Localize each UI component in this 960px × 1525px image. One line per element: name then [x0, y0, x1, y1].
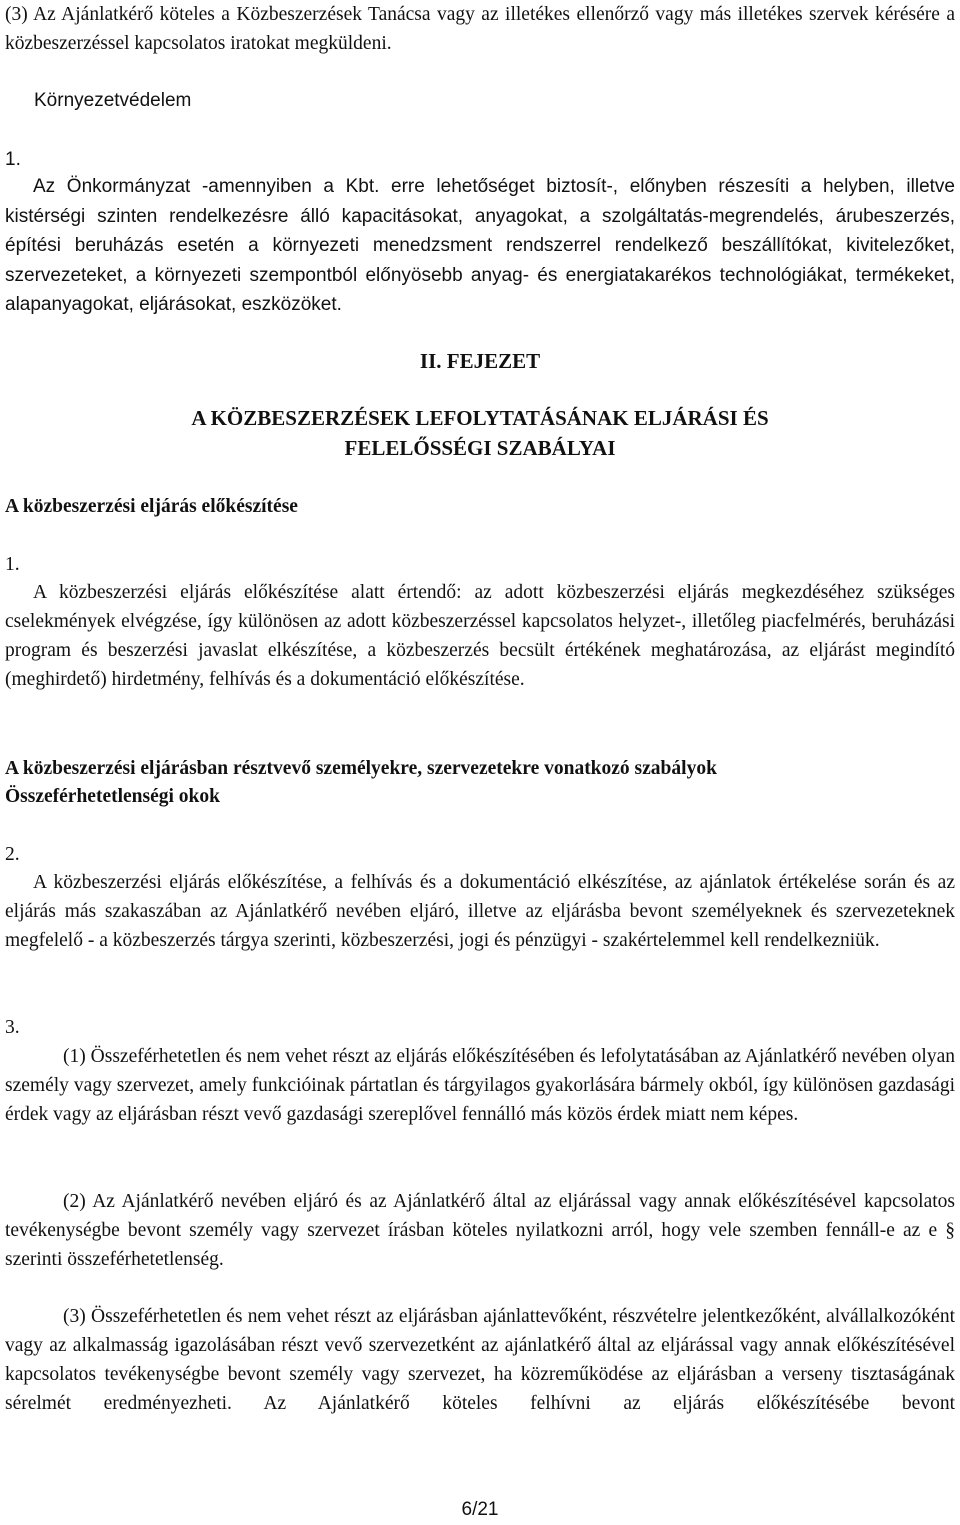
page-number: 6/21	[461, 1499, 499, 1520]
point3-number: 3.	[5, 1017, 20, 1038]
intro-paragraph: (3) Az Ajánlatkérő köteles a Közbeszerzések Tanácsa vagy az illetékes ellenőrző vagy más illetékes szervek kérésére a közbeszerzéssel kapcsolatos iratokat megküldeni.	[5, 4, 955, 54]
chapter-title-line2: FELELŐSSÉGI SZABÁLYAI	[344, 436, 616, 460]
point3-para3: (3) Összeférhetetlen és nem vehet részt az eljárásban ajánlattevőként, részvételre jelentkezőként, alvállalkozóként vagy az alkalmasság igazolásában részt vevő szervezetként az ajánlatkérő által az eljárással vagy annak előkészítésével kapcsolatos tevékenységbe bevont személy vagy szervezet, ha közreműködése az eljárásban a verseny tisztaságának sérelmét eredményezheti. Az Ajánlatkérő köteles felhívni az eljárás előkészítésébe bevont	[5, 1306, 955, 1414]
point3-para2: (2) Az Ajánlatkérő nevében eljáró és az Ajánlatkérő által az eljárással vagy annak előkészítésével kapcsolatos tevékenységbe bevont személy vagy szervezet írásban köteles nyilatkozni arról, hogy vele szemben fennáll-e az e § szerinti összeférhetetlenség.	[5, 1191, 955, 1270]
environment-title: Környezetvédelem	[34, 90, 192, 111]
chapter-number: II. FEJEZET	[419, 349, 541, 373]
environment-paragraph: Az Önkormányzat -amennyiben a Kbt. erre lehetőséget biztosít-, előnyben részesíti a helyben, illetve kistérségi szinten rendelkezésre álló kapacitásokat, anyagokat, a szolgáltatás-megrendelés, árubeszerzés, építési beruházás esetén a környezeti menedzsment rendszerrel rendelkező beszállítókat, kivitelezőket, szervezeteket, a környezeti szempontból előnyösebb anyag- és energiatakarékos technológiákat, termékeket, alapanyagokat, eljárásokat, eszközöket.	[5, 176, 955, 315]
participants-heading-line2: Összeférhetetlenségi okok	[5, 786, 220, 807]
participants-heading-line1: A közbeszerzési eljárásban résztvevő személyekre, szervezetekre vonatkozó szabályok	[5, 758, 717, 779]
point2-paragraph: A közbeszerzési eljárás előkészítése, a felhívás és a dokumentáció elkészítése, az ajánlatok értékelése során és az eljárás más szakaszában az Ajánlatkérő nevében eljáró, illetve az eljárásba bevont személyeknek és szervezeteknek megfelelő - a közbeszerzés tárgya szerinti, közbeszerzési, jogi és pénzügyi - szakértelemmel kell rendelkezniük.	[5, 872, 955, 951]
point3-para1: (1) Összeférhetetlen és nem vehet részt az eljárás előkészítésében és lefolytatásában az Ajánlatkérő nevében olyan személy vagy szervezet, amely funkcióinak pártatlan és tárgyilagos gyakorlására bármely okból, így különösen gazdasági érdek vagy az eljárásban részt vevő gazdasági szereplővel fennálló más közös érdek miatt nem képes.	[5, 1046, 955, 1125]
environment-number: 1.	[5, 149, 21, 170]
prep-paragraph: A közbeszerzési eljárás előkészítése alatt értendő: az adott közbeszerzési eljárás megkezdéséhez szükséges cselekmények elvégzése, így különösen az adott közbeszerzéssel kapcsolatos helyzet-, illetőleg piacfelmérés, beruházási program és beszerzési javaslat elkészítése, a közbeszerzés becsült értékének meghatározása, az eljárást megindító (meghirdető) hirdetmény, felhívás és a dokumentáció előkészítése.	[5, 582, 955, 690]
point2-number: 2.	[5, 844, 20, 865]
prep-number: 1.	[5, 554, 20, 575]
prep-heading: A közbeszerzési eljárás előkészítése	[5, 496, 298, 517]
chapter-title-line1: A KÖZBESZERZÉSEK LEFOLYTATÁSÁNAK ELJÁRÁSI ÉS	[191, 406, 769, 430]
